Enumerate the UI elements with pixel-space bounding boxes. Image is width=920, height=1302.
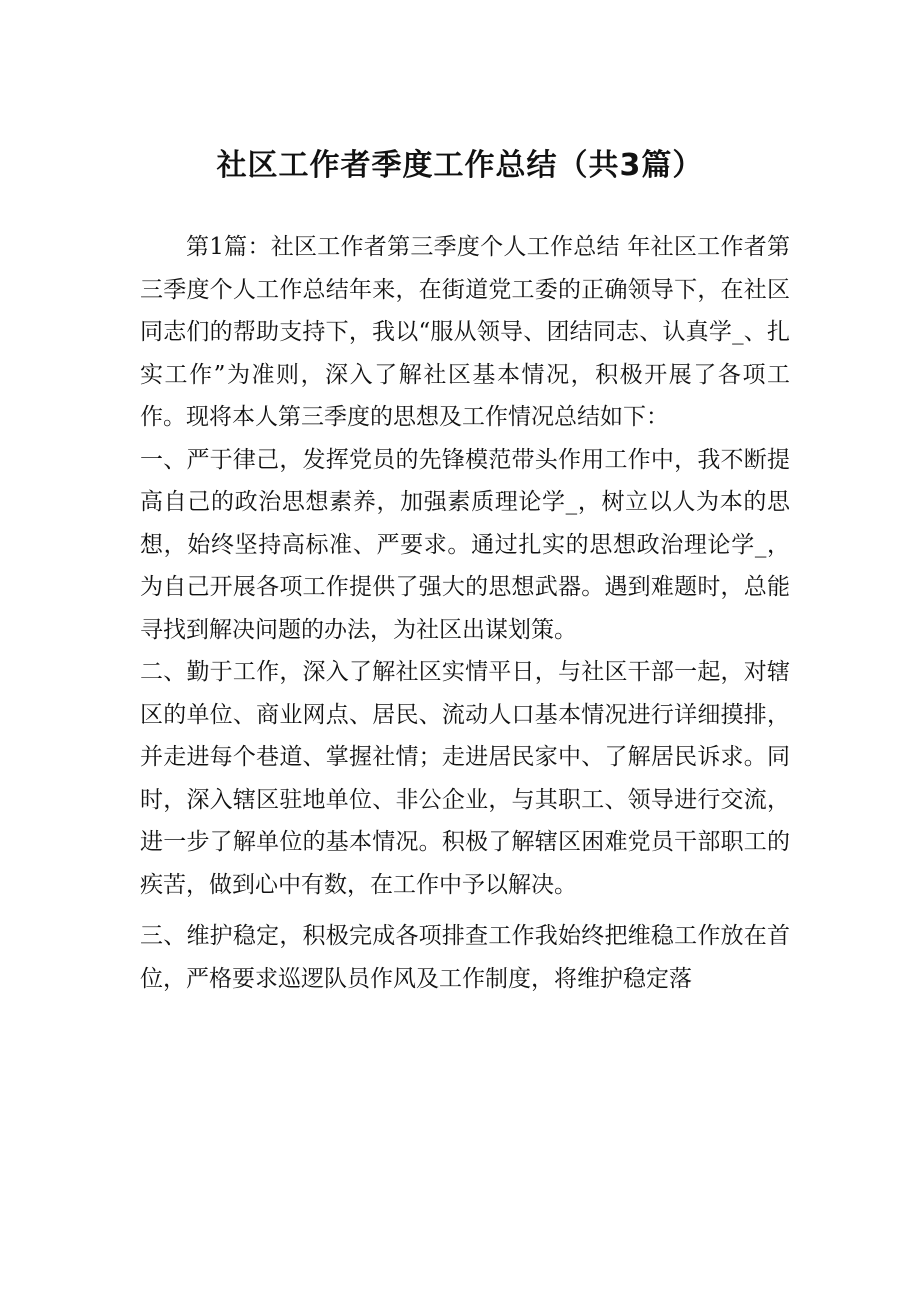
paragraph-section-3: 三、维护稳定，积极完成各项排查工作我始终把维稳工作放在首位，严格要求巡逻队员作风及工作制度，将维护稳定落 <box>140 923 790 992</box>
paragraph-intro: 第1篇：社区工作者第三季度个人工作总结 年社区工作者第三季度个人工作总结年来，在街道党工委的正确领导下，在社区同志们的帮助支持下，我以“服从领导、团结同志、认真学_、扎实工作”为准则，深入了解社区基本情况，积极开展了各项工作。现将本人第三季度的思想及工作情况总结如下： <box>140 234 790 430</box>
paragraph-section-1: 一、严于律己，发挥党员的先锋模范带头作用工作中，我不断提高自己的政治思想素养，加强素质理论学_，树立以人为本的思想，始终坚持高标准、严要求。通过扎实的思想政治理论学_，为自己开展各项工作提供了强大的思想武器。遇到难题时，总能寻找到解决问题的办法，为社区出谋划策。 <box>140 446 790 643</box>
document-title: 社区工作者季度工作总结（共3篇） <box>216 148 704 183</box>
paragraph-section-2: 二、勤于工作，深入了解社区实情平日，与社区干部一起，对辖区的单位、商业网点、居民、流动人口基本情况进行详细摸排，并走进每个巷道、掌握社情；走进居民家中、了解居民诉求。同时，深入辖区驻地单位、非公企业，与其职工、领导进行交流，进一步了解单位的基本情况。积极了解辖区困难党员干部职工的疾苦，做到心中有数，在工作中予以解决。 <box>140 659 790 898</box>
document-body <box>140 226 790 1000</box>
